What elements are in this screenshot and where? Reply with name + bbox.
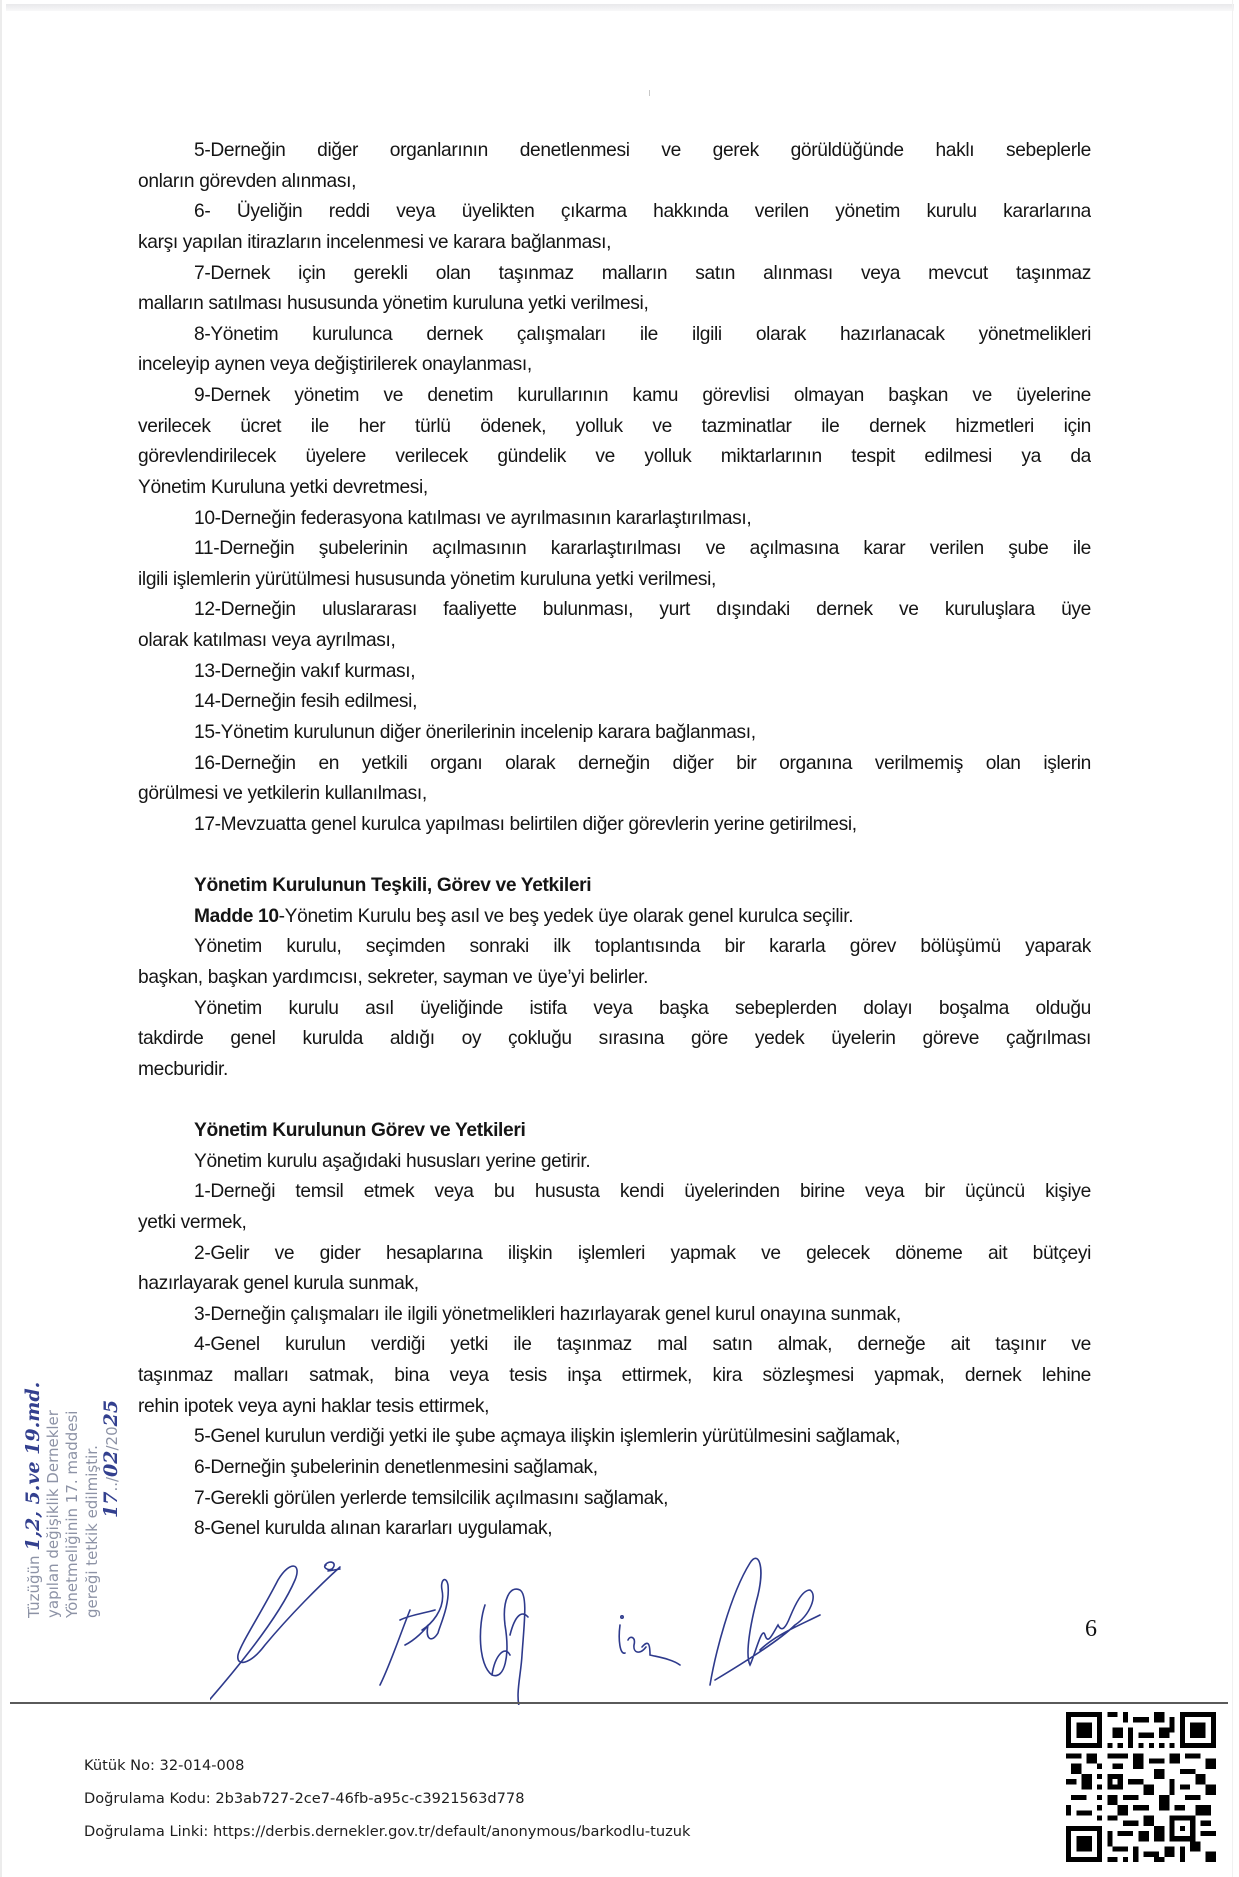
list-item: onların görevden alınması, [138,170,357,192]
section-heading-teskil: Yönetim Kurulunun Teşkili, Görev ve Yetkileri [194,875,592,896]
list-item: 3-Derneğin çalışmaları ile ilgili yönetmelikleri hazırlayarak genel kurul onayına sunmak, [194,1303,901,1325]
list-item: inceleyip aynen veya değiştirilerek onaylanması, [138,354,532,376]
signature-3 [480,1589,528,1705]
signature-4 [619,1616,680,1665]
list-item: 1-Derneği temsil etmek veya bu hususta kendi üyelerinden birine veya bir üçüncü kişiye [194,1181,1091,1203]
paragraph-line: Yönetim kurulu asıl üyeliğinde istifa veya başka sebeplerden dolayı boşalma olduğu [194,997,1091,1019]
stamp-date: 17../02/2025 [100,1399,122,1518]
list-item: 10-Derneğin federasyona katılması ve ayrılmasının kararlaştırılması, [194,507,752,529]
article-text: -Yönetim Kurulu beş asıl ve beş yedek üye olarak genel kurulca seçilir. [278,905,854,927]
general-assembly-duties-list [138,136,1091,840]
approval-stamp [24,1268,124,1618]
list-item: 14-Derneğin fesih edilmesi, [194,691,418,713]
list-item: karşı yapılan itirazların incelenmesi ve karara bağlanması, [138,231,612,253]
footer-divider [10,1702,1228,1704]
list-item: 8-Yönetim kurulunca dernek çalışmaları ile ilgili olarak hazırlanacak yönetmelikleri [194,323,1091,345]
signature-5 [710,1558,820,1685]
list-item: 9-Dernek yönetim ve denetim kurullarının kamu görevlisi olmayan başkan ve üyelerine [194,385,1091,406]
scan-top-band [6,4,1234,11]
board-formation-paragraphs [138,932,1091,1085]
article-10 [138,902,1091,933]
list-item: ilgili işlemlerin yürütülmesi hususunda yönetim kuruluna yetki verilmesi, [138,568,717,590]
list-item: 17-Mevzuatta genel kurulca yapılması belirtilen diğer görevlerin yerine getirilmesi, [194,813,857,835]
list-item: Yönetim Kuruluna yetki devretmesi, [138,476,428,498]
signatures [210,1555,1030,1705]
list-item: 7-Gerekli görülen yerlerde temsilcilik açılmasını sağlamak, [194,1487,669,1509]
paragraph-line: Yönetim kurulu, seçimden sonraki ilk toplantısında bir kararla görev bölüşümü yaparak [194,936,1091,958]
list-item: 7-Dernek için gerekli olan taşınmaz malların satın alınması veya mevcut taşınmaz [194,262,1091,284]
document-body [138,136,1091,1545]
stamp-handwritten-articles: 1,2, 5.ve 19.md. [22,1381,44,1551]
list-item: rehin ipotek veya ayni haklar tesis ettirmek, [138,1395,490,1417]
section-heading-gorev: Yönetim Kurulunun Görev ve Yetkileri [194,1120,526,1141]
list-item: görülmesi ve yetkilerin kullanılması, [138,783,427,805]
signature-2 [380,1580,448,1685]
list-item: 6- Üyeliğin reddi veya üyelikten çıkarma hakkında verilen yönetim kurulu kararlarına [194,201,1091,223]
stamp-line-4: gereği tetkik edilmiştir. [82,1445,101,1618]
stamp-line-3: Yönetmeliğinin 17. maddesi [63,1410,81,1618]
scan-right-edge [1232,0,1233,1877]
scan-mark [649,90,650,96]
list-item: 15-Yönetim kurulunun diğer önerilerinin incelenip karara bağlanması, [194,721,756,743]
list-item: Yönetim kurulu aşağıdaki hususları yerine getirir. [194,1150,591,1172]
paragraph-line: mecburidir. [138,1058,228,1080]
list-item: 4-Genel kurulun verdiği yetki ile taşınmaz mal satın almak, derneğe ait taşınır ve [194,1334,1091,1356]
blank-line [138,1085,1091,1116]
registry-number: Kütük No: 32-014-008 [84,1757,245,1774]
list-item: taşınmaz malları satmak, bina veya tesis inşa ettirmek, kira sözleşmesi yapmak, dernek lehine [138,1365,1091,1386]
signature-1 [210,1562,340,1705]
list-item: 16-Derneğin en yetkili organı olarak derneğin diğer bir organına verilmemiş olan işlerin [194,752,1091,774]
verification-code: Doğrulama Kodu: 2b3ab727-2ce7-46fb-a95c-c3921563d778 [84,1790,525,1807]
blank-line [138,840,1091,871]
list-item: 6-Derneğin şubelerinin denetlenmesini sağlamak, [194,1456,598,1478]
verification-link[interactable]: Doğrulama Linki: https://derbis.dernekler.gov.tr/default/anonymous/barkodlu-tuzuk [84,1823,691,1840]
list-item: 11-Derneğin şubelerinin açılmasının kararlaştırılması ve açılmasına karar verilen şube ile [194,538,1091,560]
list-item: 5-Derneğin diğer organlarının denetlenmesi ve gerek görüldüğünde haklı sebeplerle [194,140,1091,161]
list-item: görevlendirilecek üyelere verilecek gündelik ve yolluk miktarlarının tespit edilmesi ya da [138,446,1091,468]
list-item: olarak katılması veya ayrılması, [138,630,396,651]
list-item: 2-Gelir ve gider hesaplarına ilişkin işlemleri yapmak ve gelecek döneme ait bütçeyi [194,1242,1091,1264]
page-number: 6 [1085,1616,1097,1642]
list-item: 13-Derneğin vakıf kurması, [194,660,416,682]
list-item: malların satılması hususunda yönetim kuruluna yetki verilmesi, [138,293,649,315]
article-label: Madde 10 [194,905,279,927]
scan-left-edge [0,0,2,1877]
verification-footer [84,1752,690,1851]
list-item: yetki vermek, [138,1211,247,1233]
stamp-line-1: Tüzüğün 1,2, 5.ve 19.md. [22,1381,44,1618]
list-item: hazırlayarak genel kurula sunmak, [138,1273,419,1295]
list-item: 12-Derneğin uluslararası faaliyette bulunması, yurt dışındaki dernek ve kuruluşlara üye [194,599,1091,621]
list-item: 8-Genel kurulda alınan kararları uygulamak, [194,1518,553,1540]
list-item: 5-Genel kurulun verdiği yetki ile şube açmaya ilişkin işlemlerin yürütülmesini sağlamak, [194,1426,901,1448]
paragraph-line: başkan, başkan yardımcısı, sekreter, sayman ve üye’yi belirler. [138,966,649,988]
list-item: verilecek ücret ile her türlü ödenek, yolluk ve tazminatlar ile dernek hizmetleri için [138,415,1091,437]
qr-code-icon [1066,1712,1216,1862]
board-duties-list [138,1147,1091,1545]
paragraph-line: takdirde genel kurulda aldığı oy çokluğu sırasına göre yedek üyelerin göreve çağrılması [138,1028,1091,1050]
stamp-line-2: yapılan değişiklik Dernekler [43,1410,62,1618]
